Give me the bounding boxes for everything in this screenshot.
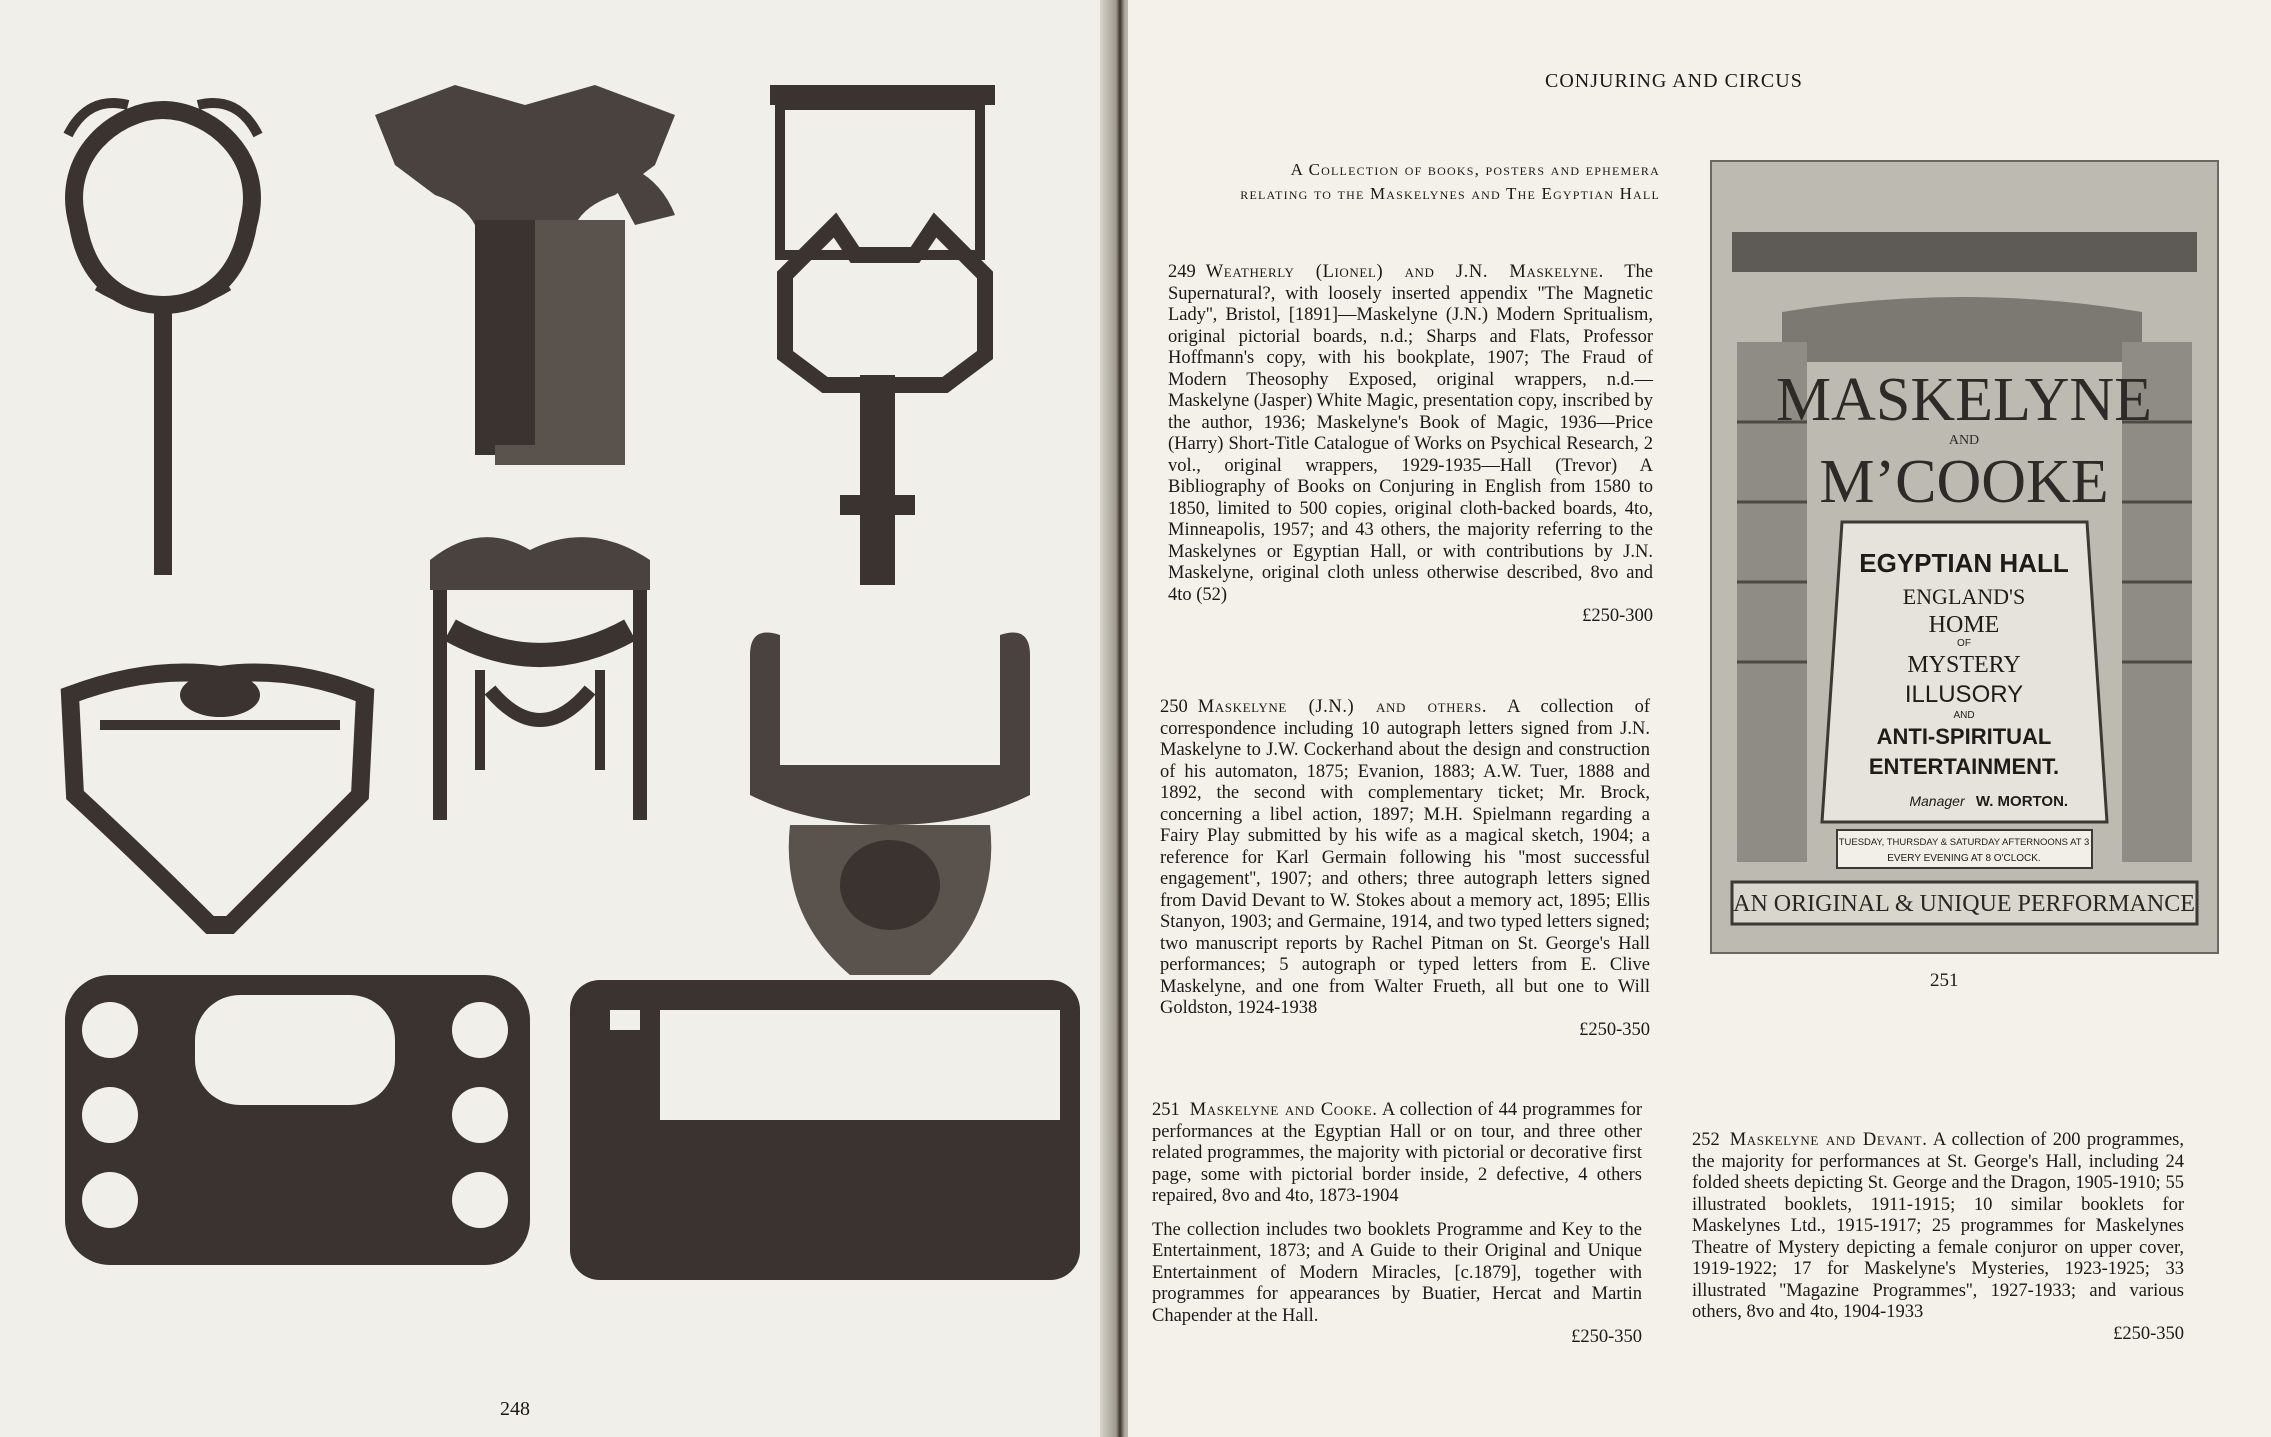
lot-heading: Weatherly (Lionel) and J.N. Maskelyne.	[1205, 262, 1604, 282]
buckle-t-bar	[375, 75, 675, 475]
lot-249	[1168, 262, 1653, 628]
poster-and: AND	[1953, 710, 1975, 721]
lot-body: A collection of correspondence including 10 autograph letters signed from J.N. Maskelyne to J.W. Cockerhand about the design and construction of his automaton, 1875; Evanion, 1883; A.W. Tuer, 1888 and 1892, the second with complementary ticket; Mr. Brock, concerning a libel action, 1897; M.H. Spielmann regarding a Fairy Play submitted by his wife as a magical sketch, 1904; a reference for Karl Germain following his ''most successful engagement'', 1907; and others; three autograph letters signed from David Devant to W. Stokes about a memory act, 1895; Ellis Stanyon, 1903; and Germaine, 1914, and two typed letters signed; two manuscript reports by Rachel Pitman on St. George's Hall performances; 5 autograph or typed letters from E. Clive Maskelyne, and one from Walter Frueth, all but one to Will Goldston, 1924-1938	[1160, 697, 1650, 1018]
lot-body: A collection of 200 programmes, the majority for performances at St. George's Hall, including 24 folded sheets depicting St. George and the Dragon, 1905-1910; 55 illustrated booklets, 1911-1915; 10 similar booklets for Maskelynes Ltd., 1915-1917; 25 programmes for Maskelynes Theatre of Mystery depicting a female conjuror on upper cover, 1919-1922; 17 for Maskelyne's Mysteries, 1923-1925; 33 illustrated ''Magazine Programmes'', 1927-1933; and various others, 8vo and 4to, 1904-1933	[1692, 1130, 2184, 1322]
poster-title-and: AND	[1948, 433, 1980, 448]
page-number-left: 248	[500, 1398, 530, 1420]
poster-entertainment: ENTERTAINMENT.	[1868, 754, 2060, 779]
lot-note: The collection includes two booklets Programme and Key to the Entertainment, 1873; and A Guide to their Original and Unique Entertainment of Modern Miracles, [c.1879], together with programmes for appearances by Buatier, Hercat and Martin Chapender at the Hall.	[1152, 1219, 1642, 1326]
poster-of: OF	[1957, 638, 1971, 649]
poster-manager-label: Manager	[1909, 793, 1965, 809]
poster-venue: EGYPTIAN HALL	[1859, 548, 2069, 578]
lot-number: 250	[1160, 697, 1188, 717]
poster-illusory: ILLUSORY	[1904, 681, 2024, 708]
buckle-square-frame	[765, 85, 1005, 605]
poster-englands: ENGLAND'S	[1902, 584, 2026, 609]
poster-mystery: MYSTERY	[1907, 652, 2021, 678]
lot-heading: Maskelyne (J.N.) and others.	[1197, 697, 1488, 717]
section-title	[1160, 158, 1660, 206]
poster-title-line-1: MASKELYNE	[1775, 366, 2153, 434]
lot-252	[1692, 1130, 2184, 1345]
buckle-shield-arch	[60, 655, 375, 935]
lot-251	[1152, 1100, 1642, 1349]
buckle-oval-frame	[58, 95, 268, 580]
buckle-five-openings	[55, 975, 535, 1265]
left-page	[0, 0, 1118, 1437]
lot-number: 249	[1168, 262, 1196, 282]
lot-price: £250-350	[2113, 1323, 2184, 1344]
lot-price: £250-300	[1582, 606, 1653, 626]
poster-anti-spiritual: ANTI-SPIRITUAL	[1876, 724, 2052, 749]
lot-heading: Maskelyne and Cooke.	[1189, 1100, 1378, 1120]
lot-heading: Maskelyne and Devant.	[1729, 1130, 1928, 1150]
poster-title-line-2: M’COOKE	[1819, 448, 2109, 516]
lot-number: 251	[1152, 1100, 1180, 1120]
poster-banner: AN ORIGINAL & UNIQUE PERFORMANCE	[1733, 891, 2195, 917]
poster-schedule-1: TUESDAY, THURSDAY & SATURDAY AFTERNOONS AT 3	[1838, 837, 2090, 848]
lot-250	[1160, 697, 1650, 1041]
poster-schedule-2: EVERY EVENING AT 8 O'CLOCK.	[1887, 853, 2041, 864]
lot-price: £250-350	[1571, 1327, 1642, 1347]
poster-caption: 251	[1930, 970, 1959, 991]
section-title-line-1: A Collection of books, posters and ephemera	[1290, 160, 1660, 179]
buckle-floral-m	[420, 520, 660, 830]
lot-body: A collection of 44 programmes for performances at the Egyptian Hall or on tour, and three other related programmes, the majority with pictorial or decorative first page, some with pictorial border inside, 2 defective, 4 others repaired, 8vo and 4to, 1873-1904	[1152, 1100, 1642, 1206]
lot-number: 252	[1692, 1130, 1720, 1150]
poster-manager-name: W. MORTON.	[1975, 793, 2069, 810]
programme-poster	[1710, 160, 2219, 954]
lot-price: £250-350	[1579, 1019, 1650, 1040]
lot-body: The Supernatural?, with loosely inserted appendix ''The Magnetic Lady'', Bristol, [1891]—Maskelyne (J.N.) Modern Spritualism, original pictorial boards, n.d.; Sharps and Flats, Professor Hoffmann's copy, with his bookplate, 1907; The Fraud of Modern Theosophy Exposed, original wrappers, n.d.—Maskelyne (Jasper) White Magic, presentation copy, inscribed by the author, 1936; Maskelyne's Book of Magic, 1936—Price (Harry) Short-Title Catalogue of Works on Psychical Research, 2 vol., original wrappers, 1929-1935—Hall (Trevor) A Bibliography of Books on Conjuring in English from 1580 to 1850, limited to 500 copies, original cloth-backed boards, 4to, Minneapolis, 1957; and 43 others, the majority referring to the Maskelynes or Egyptian Hall, or with contributions by J.N. Maskelyne, original cloth unless otherwise described, 8vo and 4to (52)	[1168, 262, 1653, 605]
poster-home: HOME	[1928, 612, 2000, 638]
buckle-curled-bracket	[740, 625, 1040, 985]
running-head: CONJURING AND CIRCUS	[1545, 70, 1803, 92]
buckle-rectangular-window	[570, 980, 1080, 1280]
section-title-line-2: relating to the Maskelynes and The Egyptian Hall	[1240, 184, 1660, 203]
